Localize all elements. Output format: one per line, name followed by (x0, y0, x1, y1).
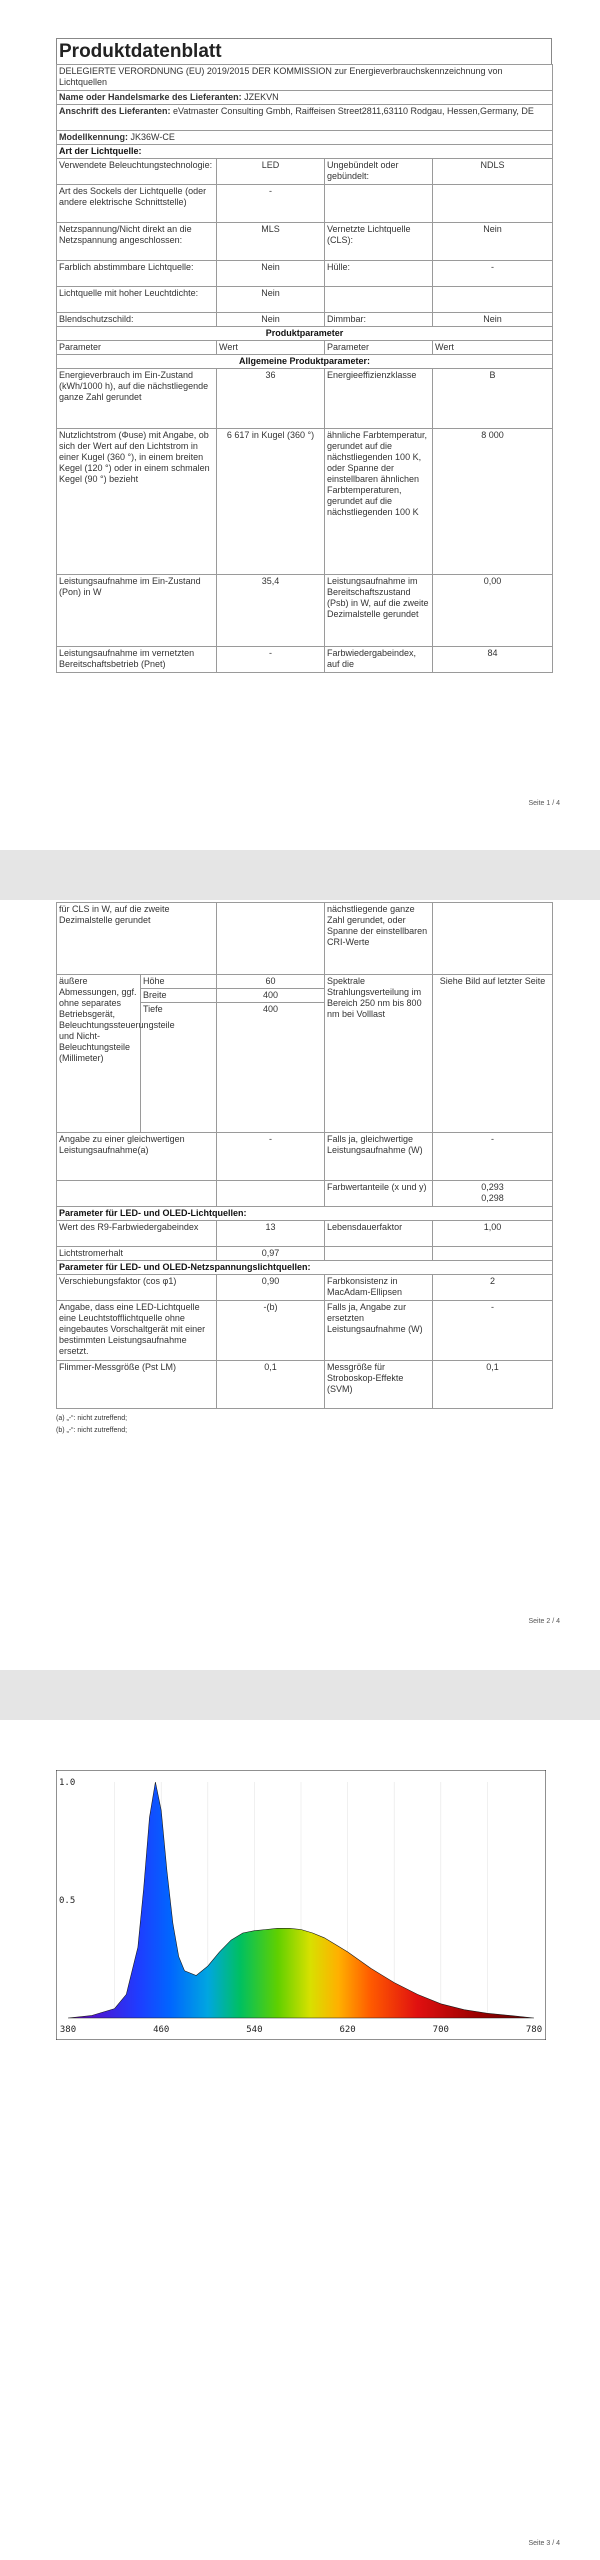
eec-value: B (433, 369, 553, 429)
nondirectional-value: NDLS (433, 159, 553, 185)
chroma-y: 0,298 (481, 1193, 504, 1203)
page-gap-2 (0, 1670, 600, 1720)
dims-label: äußere Abmessungen, ggf. ohne separates Betriebsgerät, Beleuchtungssteuerungsteile und Nicht-Beleuchtungsteile (Millimeter) (57, 975, 141, 1133)
netstandby-label: Leistungsaufnahme im vernetzten Bereitschaftsbetrieb (Pnet) (57, 647, 217, 673)
regulation-text: DELEGIERTE VERORDNUNG (EU) 2019/2015 DER KOMMISSION zur Energieverbrauchskennzeichnung von Lichtquellen (57, 65, 553, 91)
col-param-header: Parameter (57, 341, 217, 355)
tunable-value: Nein (217, 261, 325, 287)
pf-label: Verschiebungsfaktor (cos φ1) (57, 1275, 217, 1301)
x-tick-label: 780 (525, 2025, 543, 2035)
cri-label: Farbwiedergabeindex, auf die (325, 647, 433, 673)
datasheet-page-1 (56, 38, 552, 673)
x-tick-label: 620 (339, 2025, 356, 2035)
footnote-a: (a) „-“: nicht zutreffend; (56, 1415, 128, 1422)
flux-label: Nutzlichtstrom (Φuse) mit Angabe, ob sich der Wert auf den Lichtstrom in einer Kugel (360 °), in einem breiten Kegel (120 °) oder in einem schmalen Kegel (90 °) bezieht (57, 429, 217, 575)
cap-label: Art des Sockels der Lichtquelle (oder andere elektrische Schnittstelle) (57, 185, 217, 223)
replace-value: -(b) (217, 1301, 325, 1361)
page-gap-1 (0, 850, 600, 900)
survival-label: Lebensdauerfaktor (325, 1221, 433, 1247)
mains-value: MLS (217, 223, 325, 261)
replace2-value: - (433, 1301, 553, 1361)
cct-value: 8 000 (433, 429, 553, 575)
maint-value: 0,97 (217, 1247, 325, 1261)
dimmable-label: Dimmbar: (325, 313, 433, 327)
datasheet-table-2 (56, 902, 553, 1409)
dimmable-value: Nein (433, 313, 553, 327)
envelope-value: - (433, 261, 553, 287)
led-section: Parameter für LED- und OLED-Lichtquellen: (57, 1207, 553, 1221)
equiv2-label: Falls ja, gleichwertige Leistungsaufnahme (W) (325, 1133, 433, 1181)
chroma-label: Farbwertanteile (x und y) (325, 1181, 433, 1207)
maint-label: Lichtstromerhalt (57, 1247, 217, 1261)
footnotes (56, 1413, 552, 1437)
supplier-value: JZEKVN (244, 92, 279, 102)
general-params-heading: Allgemeine Produktparameter: (57, 355, 553, 369)
netstandby-label-cont: für CLS in W, auf die zweite Dezimalstelle gerundet (57, 903, 217, 975)
datasheet-table-1 (56, 64, 553, 673)
cls-value: Nein (433, 223, 553, 261)
x-tick-label: 700 (432, 2025, 449, 2035)
height-value: 60 (217, 975, 325, 989)
svm-value: 0,1 (433, 1361, 553, 1409)
x-tick-label: 540 (246, 2025, 263, 2035)
envelope-label: Hülle: (325, 261, 433, 287)
netstandby-value: - (217, 647, 325, 673)
onmode-label: Leistungsaufnahme im Ein-Zustand (Pon) in W (57, 575, 217, 647)
cap-value: - (217, 185, 325, 223)
cri-value: 84 (433, 647, 553, 673)
r9-label: Wert des R9-Farbwiedergabeindex (57, 1221, 217, 1247)
col-param-header-2: Parameter (325, 341, 433, 355)
tech-label: Verwendete Beleuchtungstechnologie: (57, 159, 217, 185)
page-number-3: Seite 3 / 4 (528, 2540, 560, 2547)
product-params-heading: Produktparameter (57, 327, 553, 341)
flicker-label: Flimmer-Messgröße (Pst LM) (57, 1361, 217, 1409)
spd-value: Siehe Bild auf letzter Seite (433, 975, 553, 1133)
depth-value: 400 (217, 1003, 325, 1133)
svm-label: Messgröße für Stroboskop-Effekte (SVM) (325, 1361, 433, 1409)
replace-label: Angabe, dass eine LED-Lichtquelle eine Leuchtstofflichtquelle ohne eingebautes Vorschaltgerät mit einer bestimmten Leistungsaufnahme ersetzt. (57, 1301, 217, 1361)
mains-section: Parameter für LED- und OLED-Netzspannungslichtquellen: (57, 1261, 553, 1275)
energy-label: Energieverbrauch im Ein-Zustand (kWh/1000 h), auf die nächstliegende ganze Zahl gerundet (57, 369, 217, 429)
consistency-label: Farbkonsistenz in MacAdam-Ellipsen (325, 1275, 433, 1301)
mains-label: Netzspannung/Nicht direkt an die Netzspannung angeschlossen: (57, 223, 217, 261)
equiv-value: - (217, 1133, 325, 1181)
model-row: Modellkennung: JK36W-CE (57, 131, 553, 145)
datasheet-page-2 (56, 902, 552, 1437)
cri-label-cont: nächstliegende ganze Zahl gerundet, oder Spanne der einstellbaren CRI-Werte (325, 903, 433, 975)
onmode-value: 35,4 (217, 575, 325, 647)
spectrum-chart (56, 1770, 546, 2040)
width-value: 400 (217, 989, 325, 1003)
pf-value: 0,90 (217, 1275, 325, 1301)
flux-value: 6 617 in Kugel (360 °) (217, 429, 325, 575)
high-luminance-label: Lichtquelle mit hoher Leuchtdichte: (57, 287, 217, 313)
equiv2-value: - (433, 1133, 553, 1181)
page-1 (0, 0, 600, 850)
width-label: Breite (141, 989, 217, 1003)
chroma-x: 0,293 (481, 1182, 504, 1192)
col-value-header: Wert (217, 341, 325, 355)
model-value: JK36W-CE (130, 132, 175, 142)
energy-value: 36 (217, 369, 325, 429)
high-luminance-value: Nein (217, 287, 325, 313)
cls-label: Vernetzte Lichtquelle (CLS): (325, 223, 433, 261)
y-tick-label: 1.0 (59, 1778, 76, 1788)
standby-label: Leistungsaufnahme im Bereitschaftszustand (Psb) in W, auf die zweite Dezimalstelle gerundet (325, 575, 433, 647)
r9-value: 13 (217, 1221, 325, 1247)
tech-value: LED (217, 159, 325, 185)
height-label: Höhe (141, 975, 217, 989)
nondirectional-label: Ungebündelt oder gebündelt: (325, 159, 433, 185)
address-value: eVatmaster Consulting Gmbh, Raiffeisen Street2811,63110 Rodgau, Hessen,Germany, DE (173, 106, 534, 116)
survival-value: 1,00 (433, 1221, 553, 1247)
glare-label: Blendschutzschild: (57, 313, 217, 327)
eec-label: Energieeffizienzklasse (325, 369, 433, 429)
y-tick-label: 0.5 (59, 1896, 76, 1906)
glare-value: Nein (217, 313, 325, 327)
page-number-2: Seite 2 / 4 (528, 1618, 560, 1625)
x-tick-label: 460 (153, 2025, 170, 2035)
footnote-b: (b) „-“: nicht zutreffend; (56, 1427, 128, 1434)
page-number-1: Seite 1 / 4 (528, 800, 560, 807)
tunable-label: Farblich abstimmbare Lichtquelle: (57, 261, 217, 287)
address-row: Anschrift des Lieferanten: eVatmaster Consulting Gmbh, Raiffeisen Street2811,63110 Rodgau, Hessen,Germany, DE (57, 105, 553, 131)
replace2-label: Falls ja, Angabe zur ersetzten Leistungsaufnahme (W) (325, 1301, 433, 1361)
light-source-section: Art der Lichtquelle: (57, 145, 553, 159)
depth-label: Tiefe (141, 1003, 217, 1133)
cct-label: ähnliche Farbtemperatur, gerundet auf die nächstliegenden 100 K, oder Spanne der einstellbaren ähnlichen Farbtemperaturen, gerundet auf die nächstliegenden 100 K (325, 429, 433, 575)
consistency-value: 2 (433, 1275, 553, 1301)
supplier-row: Name oder Handelsmarke des Lieferanten: JZEKVN (57, 91, 553, 105)
x-tick-label: 380 (59, 2025, 77, 2035)
equiv-label: Angabe zu einer gleichwertigen Leistungsaufnahme(a) (57, 1133, 217, 1181)
flicker-value: 0,1 (217, 1361, 325, 1409)
page-title: Produktdatenblatt (56, 38, 552, 64)
chroma-value (433, 1181, 553, 1207)
spd-label: Spektrale Strahlungsverteilung im Bereich 250 nm bis 800 nm bei Volllast (325, 975, 433, 1133)
standby-value: 0,00 (433, 575, 553, 647)
col-value-header-2: Wert (433, 341, 553, 355)
